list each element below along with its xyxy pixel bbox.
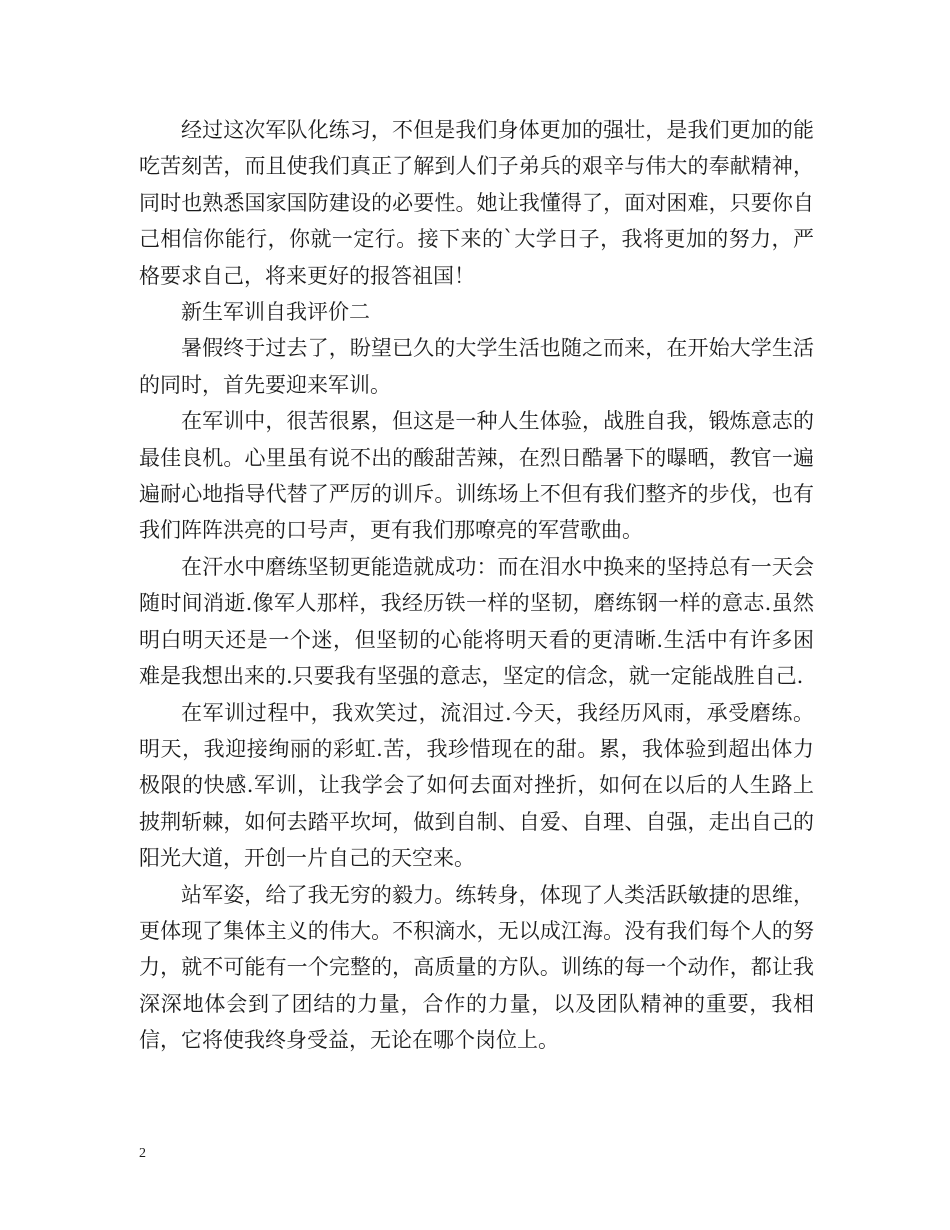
- page-number: 2: [139, 1146, 146, 1161]
- paragraph-2: 暑假终于过去了，盼望已久的大学生活也随之而来，在开始大学生活的同时，首先要迎来军训。: [139, 336, 814, 397]
- paragraph-1: 经过这次军队化练习，不但是我们身体更加的强壮，是我们更加的能吃苦刻苦，而且使我们真正了解到人们子弟兵的艰辛与伟大的奉献精神，同时也熟悉国家国防建设的必要性。她让我懂得了，面对困难，只要你自己相信你能行，你就一定行。接下来的`大学日子，我将更加的努力，严格要求自己，将来更好的报答祖国！: [139, 118, 814, 288]
- paragraph-5: 在军训过程中，我欢笑过，流泪过.今天，我经历风雨，承受磨练。明天，我迎接绚丽的彩虹.苦，我珍惜现在的甜。累，我体验到超出体力极限的快感.军训，让我学会了如何去面对挫折，如何在以后的人生路上披荆斩棘，如何去踏平坎坷，做到自制、自爱、自理、自强，走出自己的阳光大道，开创一片自己的天空来。: [139, 700, 814, 871]
- paragraph-6: 站军姿，给了我无穷的毅力。练转身，体现了人类活跃敏捷的思维，更体现了集体主义的伟大。不积滴水，无以成江海。没有我们每个人的努力，就不可能有一个完整的，高质量的方队。训练的每一个动作，都让我深深地体会到了团结的力量，合作的力量，以及团队精神的重要，我相信，它将使我终身受益，无论在哪个岗位上。: [139, 882, 814, 1053]
- paragraph-4: 在汗水中磨练坚韧更能造就成功：而在泪水中换来的坚持总有一天会随时间消逝.像军人那样，我经历铁一样的坚韧，磨练钢一样的意志.虽然明白明天还是一个迷，但坚韧的心能将明天看的更清晰.生活中有许多困难是我想出来的.只要我有坚强的意志，坚定的信念，就一定能战胜自己.: [139, 554, 814, 689]
- section-heading: 新生军训自我评价二: [181, 300, 370, 325]
- document-body: [139, 112, 814, 1059]
- paragraph-3: 在军训中，很苦很累，但这是一种人生体验，战胜自我，锻炼意志的最佳良机。心里虽有说不出的酸甜苦辣，在烈日酷暑下的曝晒，教官一遍遍耐心地指导代替了严厉的训斥。训练场上不但有我们整齐的步伐，也有我们阵阵洪亮的口号声，更有我们那嘹亮的军营歌曲。: [139, 409, 814, 543]
